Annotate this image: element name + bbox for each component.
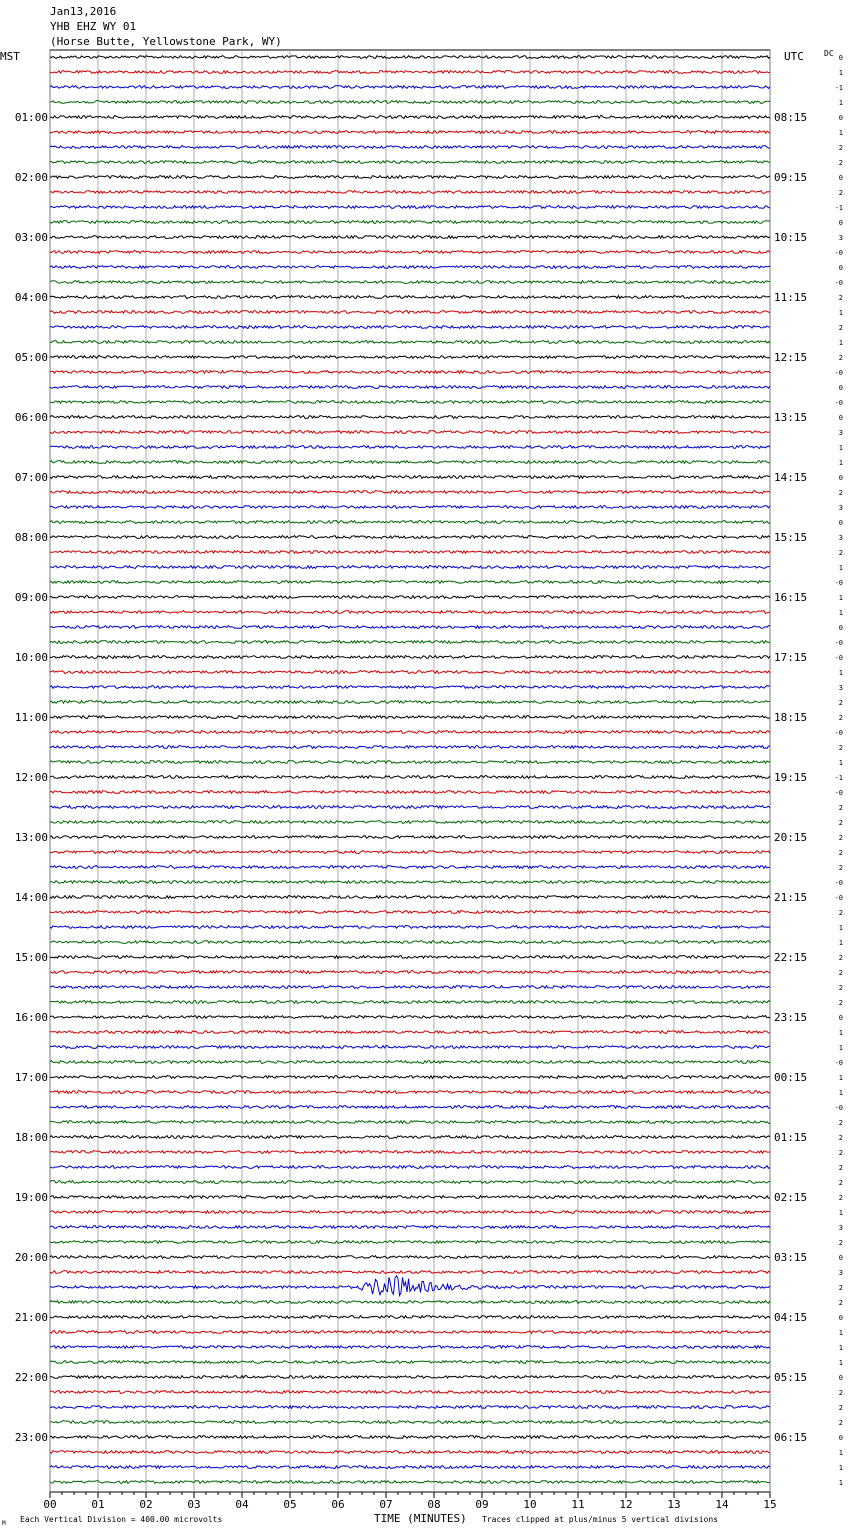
- trace-line: [50, 1271, 770, 1274]
- dc-offset-label: 1: [838, 1029, 843, 1037]
- dc-offset-label: 0: [838, 519, 843, 527]
- right-hour-label: 22:15: [774, 951, 808, 964]
- left-hour-label: 12:00: [14, 771, 48, 784]
- right-hour-label: 06:15: [774, 1431, 808, 1444]
- dc-offset-label: 2: [838, 699, 843, 707]
- left-hour-label: 18:00: [14, 1131, 48, 1144]
- right-hour-label: 10:15: [774, 231, 808, 244]
- trace-line: [50, 731, 770, 734]
- left-hour-label: 07:00: [14, 471, 48, 484]
- right-hour-label: 12:15: [774, 351, 808, 364]
- dc-offset-label: 0: [838, 624, 843, 632]
- dc-offset-label: 2: [838, 549, 843, 557]
- dc-offset-label: 0: [838, 474, 843, 482]
- trace-line: [50, 1181, 770, 1184]
- trace-line: [50, 581, 770, 584]
- dc-offset-label: 1: [838, 69, 843, 77]
- dc-offset-label: 2: [838, 1239, 843, 1247]
- dc-offset-label: 2: [838, 294, 843, 302]
- trace-line: [50, 56, 770, 59]
- trace-line: [50, 236, 770, 239]
- trace-line: [50, 131, 770, 134]
- trace-line: [50, 146, 770, 149]
- right-hour-label: 13:15: [774, 411, 808, 424]
- dc-offset-label: 0: [838, 54, 843, 62]
- dc-offset-label: 2: [838, 984, 843, 992]
- dc-offset-label: 2: [838, 1179, 843, 1187]
- trace-line: [50, 1136, 770, 1139]
- trace-line: [50, 1211, 770, 1214]
- trace-line: [50, 251, 770, 254]
- dc-offset-label: 3: [838, 534, 843, 542]
- dc-offset-label: 1: [838, 1074, 843, 1082]
- trace-line: [50, 221, 770, 224]
- trace-line: [50, 596, 770, 599]
- trace-line: [50, 821, 770, 824]
- trace-line: [50, 356, 770, 359]
- right-hour-label: 15:15: [774, 531, 808, 544]
- left-hour-label: 10:00: [14, 651, 48, 664]
- right-hour-label: 20:15: [774, 831, 808, 844]
- trace-line: [50, 971, 770, 974]
- x-tick-label: 13: [667, 1498, 681, 1511]
- dc-offset-label: 2: [838, 1194, 843, 1202]
- trace-line: [50, 1421, 770, 1424]
- left-hour-label: 21:00: [14, 1311, 48, 1324]
- right-hour-label: 11:15: [774, 291, 808, 304]
- dc-offset-label: -0: [834, 879, 843, 887]
- dc-offset-label: 2: [838, 1404, 843, 1412]
- trace-line: [50, 836, 770, 839]
- x-tick-label: 01: [91, 1498, 105, 1511]
- location-label: (Horse Butte, Yellowstone Park, WY): [50, 35, 282, 48]
- trace-line: [50, 1061, 770, 1064]
- trace-line: [50, 566, 770, 569]
- dc-offset-label: 1: [838, 99, 843, 107]
- dc-offset-label: 1: [838, 564, 843, 572]
- dc-offset-label: -1: [834, 204, 843, 212]
- trace-line: [50, 416, 770, 419]
- dc-offset-label: 2: [838, 804, 843, 812]
- x-tick-label: 12: [619, 1498, 633, 1511]
- trace-line: [50, 536, 770, 539]
- x-tick-label: 05: [283, 1498, 297, 1511]
- dc-offset-label: 2: [838, 1134, 843, 1142]
- trace-line: [50, 851, 770, 854]
- trace-line: [50, 641, 770, 644]
- x-tick-label: 04: [235, 1498, 249, 1511]
- right-hour-label: 05:15: [774, 1371, 808, 1384]
- trace-line: [50, 1316, 770, 1319]
- dc-offset-label: 0: [838, 264, 843, 272]
- trace-line: [50, 626, 770, 629]
- left-hour-label: 01:00: [14, 111, 48, 124]
- dc-offset-label: -0: [834, 399, 843, 407]
- station-label: YHB EHZ WY 01: [50, 20, 137, 33]
- dc-offset-label: 2: [838, 954, 843, 962]
- trace-line: [50, 1241, 770, 1244]
- trace-line: [50, 1121, 770, 1124]
- trace-line: [50, 296, 770, 299]
- trace-line: [50, 806, 770, 809]
- date-label: Jan13,2016: [50, 5, 117, 18]
- dc-offset-label: 1: [838, 444, 843, 452]
- trace-line: [50, 896, 770, 899]
- trace-line: [50, 551, 770, 554]
- dc-offset-label: 1: [838, 609, 843, 617]
- left-hour-label: 09:00: [14, 591, 48, 604]
- trace-line: [50, 1031, 770, 1034]
- dc-offset-label: 2: [838, 969, 843, 977]
- dc-offset-label: 1: [838, 1359, 843, 1367]
- dc-offset-label: 1: [838, 459, 843, 467]
- dc-offset-label: 1: [838, 1044, 843, 1052]
- dc-offset-label: 1: [838, 1344, 843, 1352]
- trace-line: [50, 1276, 770, 1296]
- dc-offset-label: 1: [838, 129, 843, 137]
- dc-offset-label: 3: [838, 504, 843, 512]
- trace-line: [50, 1406, 770, 1409]
- dc-offset-label: 2: [838, 189, 843, 197]
- dc-offset-label: 1: [838, 1209, 843, 1217]
- left-hour-label: 11:00: [14, 711, 48, 724]
- dc-offset-label: -0: [834, 249, 843, 257]
- trace-line: [50, 191, 770, 194]
- dc-offset-label: 0: [838, 1314, 843, 1322]
- trace-line: [50, 956, 770, 959]
- x-tick-label: 10: [523, 1498, 537, 1511]
- left-hour-label: 13:00: [14, 831, 48, 844]
- dc-offset-label: 1: [838, 939, 843, 947]
- dc-offset-label: 3: [838, 429, 843, 437]
- axis-labels: [15, 54, 843, 1511]
- trace-line: [50, 266, 770, 269]
- dc-offset-label: 2: [838, 1119, 843, 1127]
- left-hour-label: 22:00: [14, 1371, 48, 1384]
- right-hour-label: 01:15: [774, 1131, 808, 1144]
- dc-offset-label: 1: [838, 339, 843, 347]
- trace-line: [50, 401, 770, 404]
- right-hour-label: 02:15: [774, 1191, 808, 1204]
- dc-offset-label: 1: [838, 1329, 843, 1337]
- trace-line: [50, 176, 770, 179]
- trace-line: [50, 686, 770, 689]
- trace-line: [50, 1166, 770, 1169]
- right-hour-label: 14:15: [774, 471, 808, 484]
- trace-line: [50, 446, 770, 449]
- trace-line: [50, 941, 770, 944]
- trace-line: [50, 1256, 770, 1259]
- dc-offset-label: 2: [838, 1299, 843, 1307]
- trace-line: [50, 1346, 770, 1349]
- dc-offset-label: 1: [838, 924, 843, 932]
- dc-offset-label: 0: [838, 174, 843, 182]
- trace-line: [50, 761, 770, 764]
- dc-offset-label: 2: [838, 714, 843, 722]
- dc-offset-label: 2: [838, 909, 843, 917]
- trace-line: [50, 1151, 770, 1154]
- trace-line: [50, 986, 770, 989]
- right-hour-label: 00:15: [774, 1071, 808, 1084]
- trace-line: [50, 701, 770, 704]
- trace-line: [50, 866, 770, 869]
- dc-offset-label: -0: [834, 654, 843, 662]
- left-hour-label: 16:00: [14, 1011, 48, 1024]
- dc-offset-label: 1: [838, 1449, 843, 1457]
- left-hour-label: 08:00: [14, 531, 48, 544]
- x-tick-label: 11: [571, 1498, 585, 1511]
- right-timezone-label: UTC: [784, 50, 804, 63]
- dc-offset-label: 2: [838, 144, 843, 152]
- trace-line: [50, 1196, 770, 1199]
- corner-mark: M: [2, 1520, 6, 1527]
- dc-offset-label: -1: [834, 84, 843, 92]
- dc-offset-label: -1: [834, 774, 843, 782]
- trace-line: [50, 1001, 770, 1004]
- dc-offset-label: -0: [834, 1059, 843, 1067]
- dc-offset-label: 2: [838, 1419, 843, 1427]
- dc-offset-label: 2: [838, 834, 843, 842]
- x-tick-label: 14: [715, 1498, 729, 1511]
- x-tick-label: 03: [187, 1498, 201, 1511]
- trace-line: [50, 671, 770, 674]
- dc-offset-label: -0: [834, 894, 843, 902]
- dc-offset-label: 0: [838, 1374, 843, 1382]
- trace-line: [50, 926, 770, 929]
- x-tick-label: 00: [43, 1498, 57, 1511]
- dc-offset-label: 2: [838, 849, 843, 857]
- dc-offset-label: 1: [838, 1464, 843, 1472]
- dc-offset-label: -0: [834, 279, 843, 287]
- dc-offset-label: 2: [838, 1149, 843, 1157]
- dc-offset-label: 0: [838, 414, 843, 422]
- left-timezone-label: MST: [0, 50, 20, 63]
- dc-offset-label: 2: [838, 354, 843, 362]
- scale-note: Each Vertical Division = 400.00 microvolts: [20, 1515, 223, 1524]
- dc-offset-label: 1: [838, 309, 843, 317]
- trace-line: [50, 431, 770, 434]
- dc-offset-label: 1: [838, 1479, 843, 1487]
- left-hour-label: 19:00: [14, 1191, 48, 1204]
- trace-line: [50, 911, 770, 914]
- trace-line: [50, 86, 770, 89]
- left-hour-label: 06:00: [14, 411, 48, 424]
- dc-offset-label: -0: [834, 579, 843, 587]
- dc-offset-label: 2: [838, 1164, 843, 1172]
- trace-line: [50, 71, 770, 74]
- trace-line: [50, 1046, 770, 1049]
- trace-line: [50, 1481, 770, 1484]
- trace-line: [50, 161, 770, 164]
- trace-line: [50, 386, 770, 389]
- right-hour-label: 08:15: [774, 111, 808, 124]
- right-hour-label: 21:15: [774, 891, 808, 904]
- trace-line: [50, 1226, 770, 1229]
- x-tick-label: 07: [379, 1498, 393, 1511]
- trace-line: [50, 716, 770, 719]
- trace-line: [50, 326, 770, 329]
- dc-offset-label: 2: [838, 489, 843, 497]
- trace-line: [50, 776, 770, 779]
- trace-line: [50, 476, 770, 479]
- dc-offset-label: 2: [838, 324, 843, 332]
- dc-offset-label: 0: [838, 384, 843, 392]
- right-hour-label: 18:15: [774, 711, 808, 724]
- dc-offset-label: 2: [838, 1389, 843, 1397]
- trace-line: [50, 1301, 770, 1304]
- trace-line: [50, 311, 770, 314]
- right-hour-label: 09:15: [774, 171, 808, 184]
- trace-line: [50, 1451, 770, 1454]
- dc-offset-label: 0: [838, 114, 843, 122]
- trace-line: [50, 206, 770, 209]
- left-hour-label: 14:00: [14, 891, 48, 904]
- dc-offset-label: 1: [838, 594, 843, 602]
- trace-line: [50, 656, 770, 659]
- left-hour-label: 20:00: [14, 1251, 48, 1264]
- trace-line: [50, 116, 770, 119]
- trace-line: [50, 746, 770, 749]
- left-hour-label: 05:00: [14, 351, 48, 364]
- x-tick-label: 09: [475, 1498, 489, 1511]
- left-hour-label: 17:00: [14, 1071, 48, 1084]
- right-hour-label: 23:15: [774, 1011, 808, 1024]
- trace-line: [50, 281, 770, 284]
- seismic-traces: [50, 56, 770, 1484]
- right-hour-label: 03:15: [774, 1251, 808, 1264]
- left-hour-label: 02:00: [14, 171, 48, 184]
- trace-line: [50, 1331, 770, 1334]
- x-tick-label: 08: [427, 1498, 441, 1511]
- trace-line: [50, 371, 770, 374]
- trace-line: [50, 521, 770, 524]
- dc-offset-label: 0: [838, 1434, 843, 1442]
- dc-offset-label: 2: [838, 819, 843, 827]
- dc-offset-label: -0: [834, 639, 843, 647]
- dc-offset-label: -0: [834, 369, 843, 377]
- dc-offset-label: 3: [838, 234, 843, 242]
- left-hour-label: 04:00: [14, 291, 48, 304]
- trace-line: [50, 491, 770, 494]
- trace-line: [50, 1391, 770, 1394]
- trace-line: [50, 611, 770, 614]
- left-hour-label: 03:00: [14, 231, 48, 244]
- trace-line: [50, 1436, 770, 1439]
- trace-line: [50, 881, 770, 884]
- dc-offset-label: 2: [838, 999, 843, 1007]
- dc-offset-label: -0: [834, 1104, 843, 1112]
- trace-line: [50, 506, 770, 509]
- right-hour-label: 16:15: [774, 591, 808, 604]
- right-hour-label: 04:15: [774, 1311, 808, 1324]
- dc-label: DC: [824, 49, 834, 58]
- trace-line: [50, 1091, 770, 1094]
- trace-line: [50, 1376, 770, 1379]
- trace-line: [50, 101, 770, 104]
- dc-offset-label: 3: [838, 1269, 843, 1277]
- trace-line: [50, 1076, 770, 1079]
- dc-offset-label: 2: [838, 744, 843, 752]
- trace-line: [50, 341, 770, 344]
- left-hour-label: 23:00: [14, 1431, 48, 1444]
- dc-offset-label: 0: [838, 219, 843, 227]
- trace-line: [50, 1106, 770, 1109]
- x-axis-title: TIME (MINUTES): [374, 1512, 467, 1525]
- dc-offset-label: 2: [838, 159, 843, 167]
- trace-line: [50, 791, 770, 794]
- trace-line: [50, 1361, 770, 1364]
- trace-line: [50, 1016, 770, 1019]
- dc-offset-label: 3: [838, 1224, 843, 1232]
- trace-line: [50, 461, 770, 464]
- dc-offset-label: 1: [838, 669, 843, 677]
- right-hour-label: 17:15: [774, 651, 808, 664]
- dc-offset-label: 2: [838, 1284, 843, 1292]
- dc-offset-label: 0: [838, 1014, 843, 1022]
- dc-offset-label: 3: [838, 684, 843, 692]
- dc-offset-label: 0: [838, 1254, 843, 1262]
- left-hour-label: 15:00: [14, 951, 48, 964]
- trace-line: [50, 1466, 770, 1469]
- dc-offset-label: 1: [838, 759, 843, 767]
- dc-offset-label: -0: [834, 729, 843, 737]
- right-hour-label: 19:15: [774, 771, 808, 784]
- dc-offset-label: -0: [834, 789, 843, 797]
- dc-offset-label: 1: [838, 1089, 843, 1097]
- clip-note: Traces clipped at plus/minus 5 vertical divisions: [482, 1515, 719, 1524]
- x-tick-label: 02: [139, 1498, 153, 1511]
- dc-offset-label: 2: [838, 864, 843, 872]
- x-tick-label: 15: [763, 1498, 777, 1511]
- x-tick-label: 06: [331, 1498, 345, 1511]
